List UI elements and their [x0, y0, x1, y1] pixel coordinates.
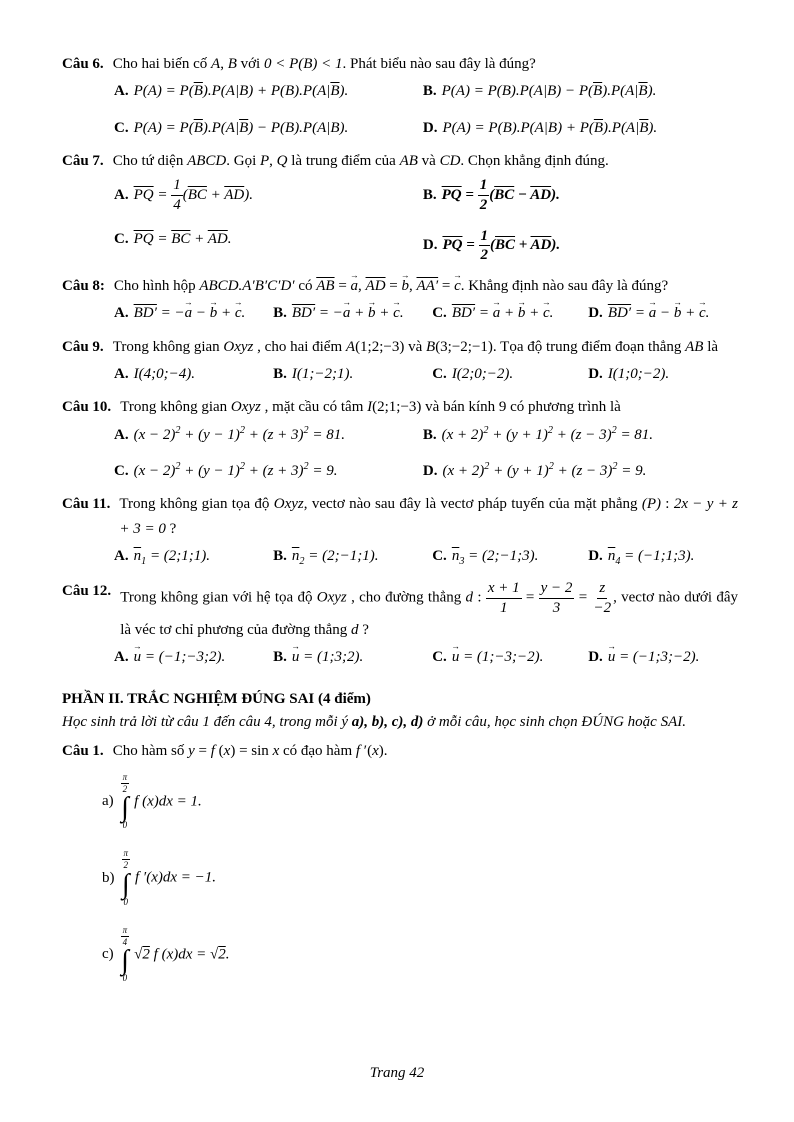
option-formula: BD′ = a → − b → + c →. [608, 305, 710, 321]
option-formula: $\overline{PQ} = \overline{BC} + \overline{AD}$. [133, 230, 232, 247]
option-d [423, 116, 738, 140]
option-a [114, 79, 423, 103]
option-label: A. [114, 649, 129, 666]
option-label: C. [114, 462, 129, 479]
question-p2-cau-1 [62, 739, 738, 984]
option-label: B. [422, 186, 437, 203]
option-formula: I(1;−2;1). [291, 366, 354, 383]
option-formula: $P(A) = P(\overline{B}).P(A|\overline{B}) - P(B).P(A|B)$. [133, 119, 349, 136]
options-grid [114, 362, 738, 386]
option-label: B. [273, 305, 287, 322]
question-head [62, 492, 738, 541]
option-formula: $P(A) = P(B).P(A|B) - P(\overline{B}).P(A|\overline{B})$. [441, 83, 657, 100]
part2-section [62, 691, 738, 984]
question-label: Câu 11. [62, 496, 111, 513]
option-formula: $\overline{PQ}$ = $\frac{1}{2}$ $(\overline{BC} + \overline{AD})$. [442, 227, 561, 264]
question-cau-9 [62, 335, 738, 387]
option-a [114, 423, 423, 447]
statement-formula: $\frac{\pi}{4}$ ∫ 0 √2 f (x)dx = √2. [121, 924, 230, 984]
question-head [62, 149, 738, 173]
option-b [273, 362, 432, 386]
question-label: Câu 6. [62, 56, 104, 72]
option-label: C. [432, 547, 447, 564]
option-label: D. [588, 305, 603, 322]
question-label: Câu 7. [62, 152, 104, 169]
option-formula: $\overline{n}_2$ = (2;−1;1). [291, 547, 379, 567]
option-label: C. [114, 119, 129, 136]
option-label: D. [588, 547, 603, 564]
question-text: Cho hàm số y = f (x) = sin x có đạo hàm f ′(x). [112, 743, 388, 760]
option-d [423, 459, 738, 483]
option-label: C. [432, 649, 447, 666]
option-formula: BD′ = −a → + b → + c →. [292, 305, 404, 321]
option-formula: $(x - 2)^2 + (y - 1)^2 + (z + 3)^2 = 81$. [133, 424, 346, 443]
option-formula: u → = (1;3;2). [292, 649, 363, 665]
option-label: D. [422, 119, 438, 136]
option-b [423, 423, 738, 447]
question-cau-6 [62, 52, 738, 140]
options-grid [114, 301, 738, 325]
question-text: Cho hai biến cố A, B với 0 < P(B) < 1. Phát biểu nào sau đây là đúng? [112, 56, 536, 72]
option-a [114, 301, 273, 325]
option-a [114, 645, 273, 669]
option-formula: $\overline{n}_4$ = (−1;1;3). [607, 547, 695, 567]
option-formula: $\overline{PQ}$ = $\frac{1}{4}$ $(\overline{BC} + \overline{AD})$. [133, 177, 253, 213]
statement-label: a) [102, 793, 114, 810]
option-formula: $(x + 2)^2 + (y + 1)^2 + (z - 3)^2 = 9$. [442, 460, 647, 479]
option-a [114, 362, 273, 386]
question-label: Câu 8: [62, 278, 105, 295]
question-cau-10 [62, 395, 738, 483]
option-c [432, 645, 588, 669]
option-c [114, 116, 423, 140]
question-label: Câu 10. [62, 399, 112, 416]
option-label: C. [432, 366, 447, 383]
option-formula: I(1;0;−2). [607, 366, 670, 383]
part2-heading: PHẦN II. TRẮC NGHIỆM ĐÚNG SAI (4 điểm) [62, 691, 371, 708]
option-label: D. [422, 462, 438, 479]
question-text: Trong không gian tọa độ Oxyz, vectơ nào sau đây là vectơ pháp tuyến của mặt phẳng (P) : 2x − y + z + 3 = 0 ? [119, 496, 739, 537]
question-text: Cho hình hộp ABCD.A′B′C′D′ có $\overline{AB} = a$ →, $\overline{AD} = b$ →, AA′ = c →. Khẳng định nào sau đây là đúng? [114, 274, 738, 298]
options-grid [114, 423, 738, 484]
option-d [588, 544, 738, 571]
option-formula: $P(A) = P(B).P(A|B) + P(\overline{B}).P(A|\overline{B})$. [442, 119, 658, 136]
question-cau-12 [62, 579, 738, 669]
question-cau-7 [62, 149, 738, 265]
question-head [62, 52, 738, 76]
question-head [62, 739, 738, 763]
option-formula: BD′ = a → + b → + c →. [452, 305, 554, 321]
option-d [423, 227, 738, 266]
option-d [588, 362, 738, 386]
option-formula: I(4;0;−4). [133, 366, 195, 383]
option-label: C. [432, 305, 447, 322]
option-label: D. [588, 649, 603, 666]
statement-a [102, 772, 738, 832]
options-grid [114, 544, 738, 571]
option-label: A. [114, 186, 129, 203]
option-label: D. [588, 366, 603, 383]
option-formula: $\overline{n}_3$ = (2;−1;3). [451, 547, 539, 567]
question-text: Cho tứ diện ABCD. Gọi P, Q là trung điểm của AB và CD. Chọn khẳng định đúng. [112, 152, 609, 169]
page-number: Trang 42 [369, 1065, 425, 1081]
option-label: B. [273, 649, 287, 666]
option-c [432, 544, 588, 571]
option-label: D. [422, 237, 438, 254]
option-formula: BD′ = −a → − b → + c →. [134, 305, 246, 321]
option-formula: u → = (1;−3;−2). [452, 649, 544, 665]
option-b [423, 79, 738, 103]
option-a [114, 176, 423, 215]
option-formula: $(x - 2)^2 + (y - 1)^2 + (z + 3)^2 = 9$. [133, 460, 338, 479]
option-formula: I(2;0;−2). [451, 366, 514, 383]
option-formula: $\overline{n}_1$ = (2;1;1). [133, 547, 211, 567]
option-label: B. [422, 426, 437, 443]
question-head [62, 395, 738, 419]
question-label: Câu 9. [62, 338, 104, 355]
option-b [273, 301, 432, 325]
question-head [62, 335, 738, 359]
statement-label: c) [102, 946, 114, 963]
statement-c [102, 925, 738, 985]
option-d [588, 301, 738, 325]
question-head [62, 579, 738, 642]
options-grid [114, 645, 738, 669]
option-b [273, 544, 432, 571]
option-label: A. [114, 366, 129, 383]
question-text: Trong không gian Oxyz , cho hai điểm A(1;2;−3) và B(3;−2;−1). Tọa độ trung điểm đoạn thẳng AB là [112, 338, 719, 355]
statement-b [102, 848, 738, 908]
option-label: A. [114, 83, 129, 100]
options-grid [114, 176, 738, 265]
question-text: Trong không gian Oxyz , mặt cầu có tâm I(2;1;−3) và bán kính 9 có phương trình là [120, 399, 621, 416]
option-c [114, 227, 423, 266]
option-label: A. [114, 547, 129, 564]
option-label: C. [114, 230, 129, 247]
page-footer [0, 1065, 794, 1082]
option-label: A. [114, 426, 129, 443]
option-label: B. [422, 83, 437, 100]
option-formula: $P(A) = P(\overline{B}).P(A|B) + P(B).P(A|\overline{B})$. [133, 83, 349, 100]
question-label: Câu 1. [62, 743, 104, 760]
part2-instruction: Học sinh trả lời từ câu 1 đến câu 4, trong mỗi ý a), b), c), d) ở mỗi câu, học sinh chọn ĐÚNG hoặc SAI. [62, 714, 686, 731]
option-c [432, 301, 588, 325]
statement-formula: $\frac{\pi}{2}$ ∫ 0 f (x)dx = 1. [121, 771, 202, 831]
option-d [588, 645, 738, 669]
question-label: Câu 12. [62, 583, 112, 600]
option-c [432, 362, 588, 386]
option-formula: u → = (−1;−3;2). [134, 649, 226, 665]
option-label: B. [273, 366, 287, 383]
option-b [273, 645, 432, 669]
statement-formula: $\frac{\pi}{2}$ ∫ 0 f ′(x)dx = −1. [121, 848, 217, 907]
option-label: A. [114, 305, 129, 322]
option-c [114, 459, 423, 483]
question-text: Trong không gian với hệ tọa độ Oxyz , cho đường thẳng d : $\frac{x + 1}{1}$ = $\frac{y - 2}{3}$ = $\frac{z}{-2}$ , vectơ nào dưới đây là véc tơ chỉ phương của đường thẳng d ? [120, 580, 738, 638]
question-cau-8 [62, 274, 738, 326]
option-a [114, 544, 273, 571]
part1-section [62, 52, 738, 669]
option-b [423, 176, 738, 215]
option-formula: $\overline{PQ}$ = $\frac{1}{2}$ $(\overline{BC} - \overline{AD})$. [441, 177, 560, 213]
statement-label: b) [102, 869, 115, 886]
question-cau-11 [62, 492, 738, 570]
option-formula: $(x + 2)^2 + (y + 1)^2 + (z - 3)^2 = 81$. [441, 424, 654, 443]
statements-list [102, 772, 738, 985]
options-grid [114, 79, 738, 140]
option-label: B. [273, 547, 287, 564]
option-formula: u → = (−1;3;−2). [608, 649, 700, 665]
